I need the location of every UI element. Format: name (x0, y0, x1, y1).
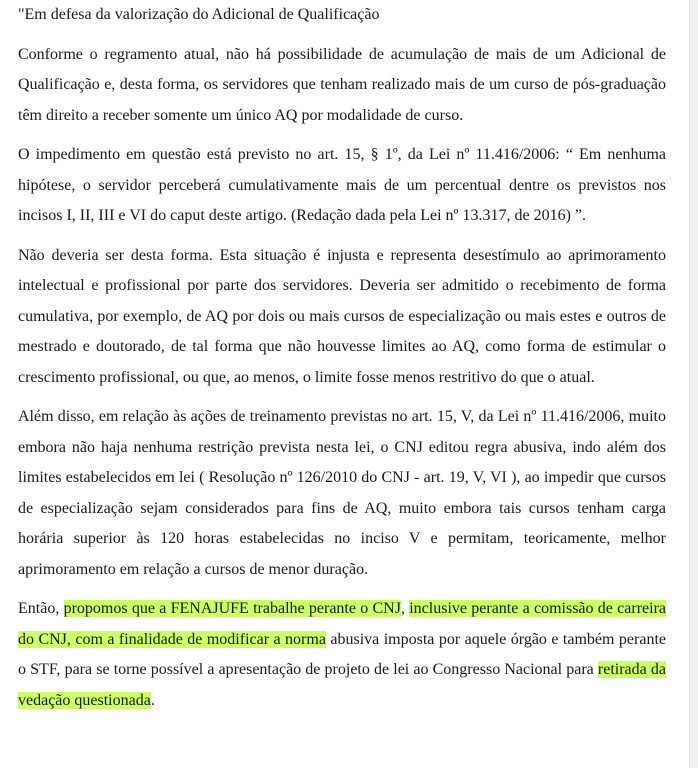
document-body (18, 0, 666, 716)
highlighted-text: inclusive perante a comissão de carreira do CNJ, com a finalidade de modificar a norma (18, 600, 666, 648)
text-run: , (400, 600, 410, 617)
paragraph-1: Conforme o regramento atual, não há possibilidade de acumulação de mais de um Adicional de Qualificação e, desta forma, os servidores que tenham realizado mais de um curso de pós-graduação têm direito a receber somente um único AQ por modalidade de curso. (18, 45, 666, 124)
paragraph-2: O impedimento em questão está previsto no art. 15, § 1º, da Lei nº 11.416/2006: “ Em nenhuma hipótese, o servidor perceberá cumulativamente mais de um percentual dentre os previstos nos incisos I, II, III e VI do caput deste artigo. (Redação dada pela Lei nº 13.317, de 2016) ”. (18, 146, 666, 224)
paragraph-5 (18, 594, 666, 716)
highlighted-text: propomos que a FENAJUFE trabalhe perante o CNJ (63, 600, 401, 617)
paragraph-4: Além disso, em relação às ações de treinamento previstas no art. 15, V, da Lei nº 11.416/2006, muito embora não haja nenhuma restrição prevista nesta lei, o CNJ editou regra abusiva, indo além dos limites estabelecidos em lei ( Resolução nº 126/2010 do CNJ - art. 19, V, VI ), ao impedir que cursos de especialização sejam considerados para fins de AQ, muito embora tais cursos tenham carga horária superior às 120 horas estabelecidas no inciso V e permitam, teoricamente, melhor aprimoramento em relação a cursos de menor duração. (18, 408, 666, 578)
highlighted-text: retirada da vedação questionada (18, 661, 667, 709)
text-run: Então, (18, 600, 64, 617)
paragraph-3: Não deveria ser desta forma. Esta situação é injusta e representa desestímulo ao aprimoramento intelectual e profissional por parte dos servidores. Deveria ser admitido o recebimento de forma cumulativa, por exemplo, de AQ por dois ou mais cursos de especialização ou mais estes e outros de mestrado e doutorado, de tal forma que não houvesse limites ao AQ, como forma de estimular o crescimento profissional, ou que, ao menos, o limite fosse menos restritivo do que o atual. (18, 246, 666, 386)
scrollbar-track[interactable] (689, 0, 698, 768)
text-run: . (150, 691, 155, 709)
document-heading: "Em defesa da valorização do Adicional de Qualificação (18, 6, 380, 23)
text-run: abusiva imposta por aquele órgão e também perante o STF, para se torne possível a apresentação de projeto de lei ao Congresso Nacional para (18, 630, 666, 678)
